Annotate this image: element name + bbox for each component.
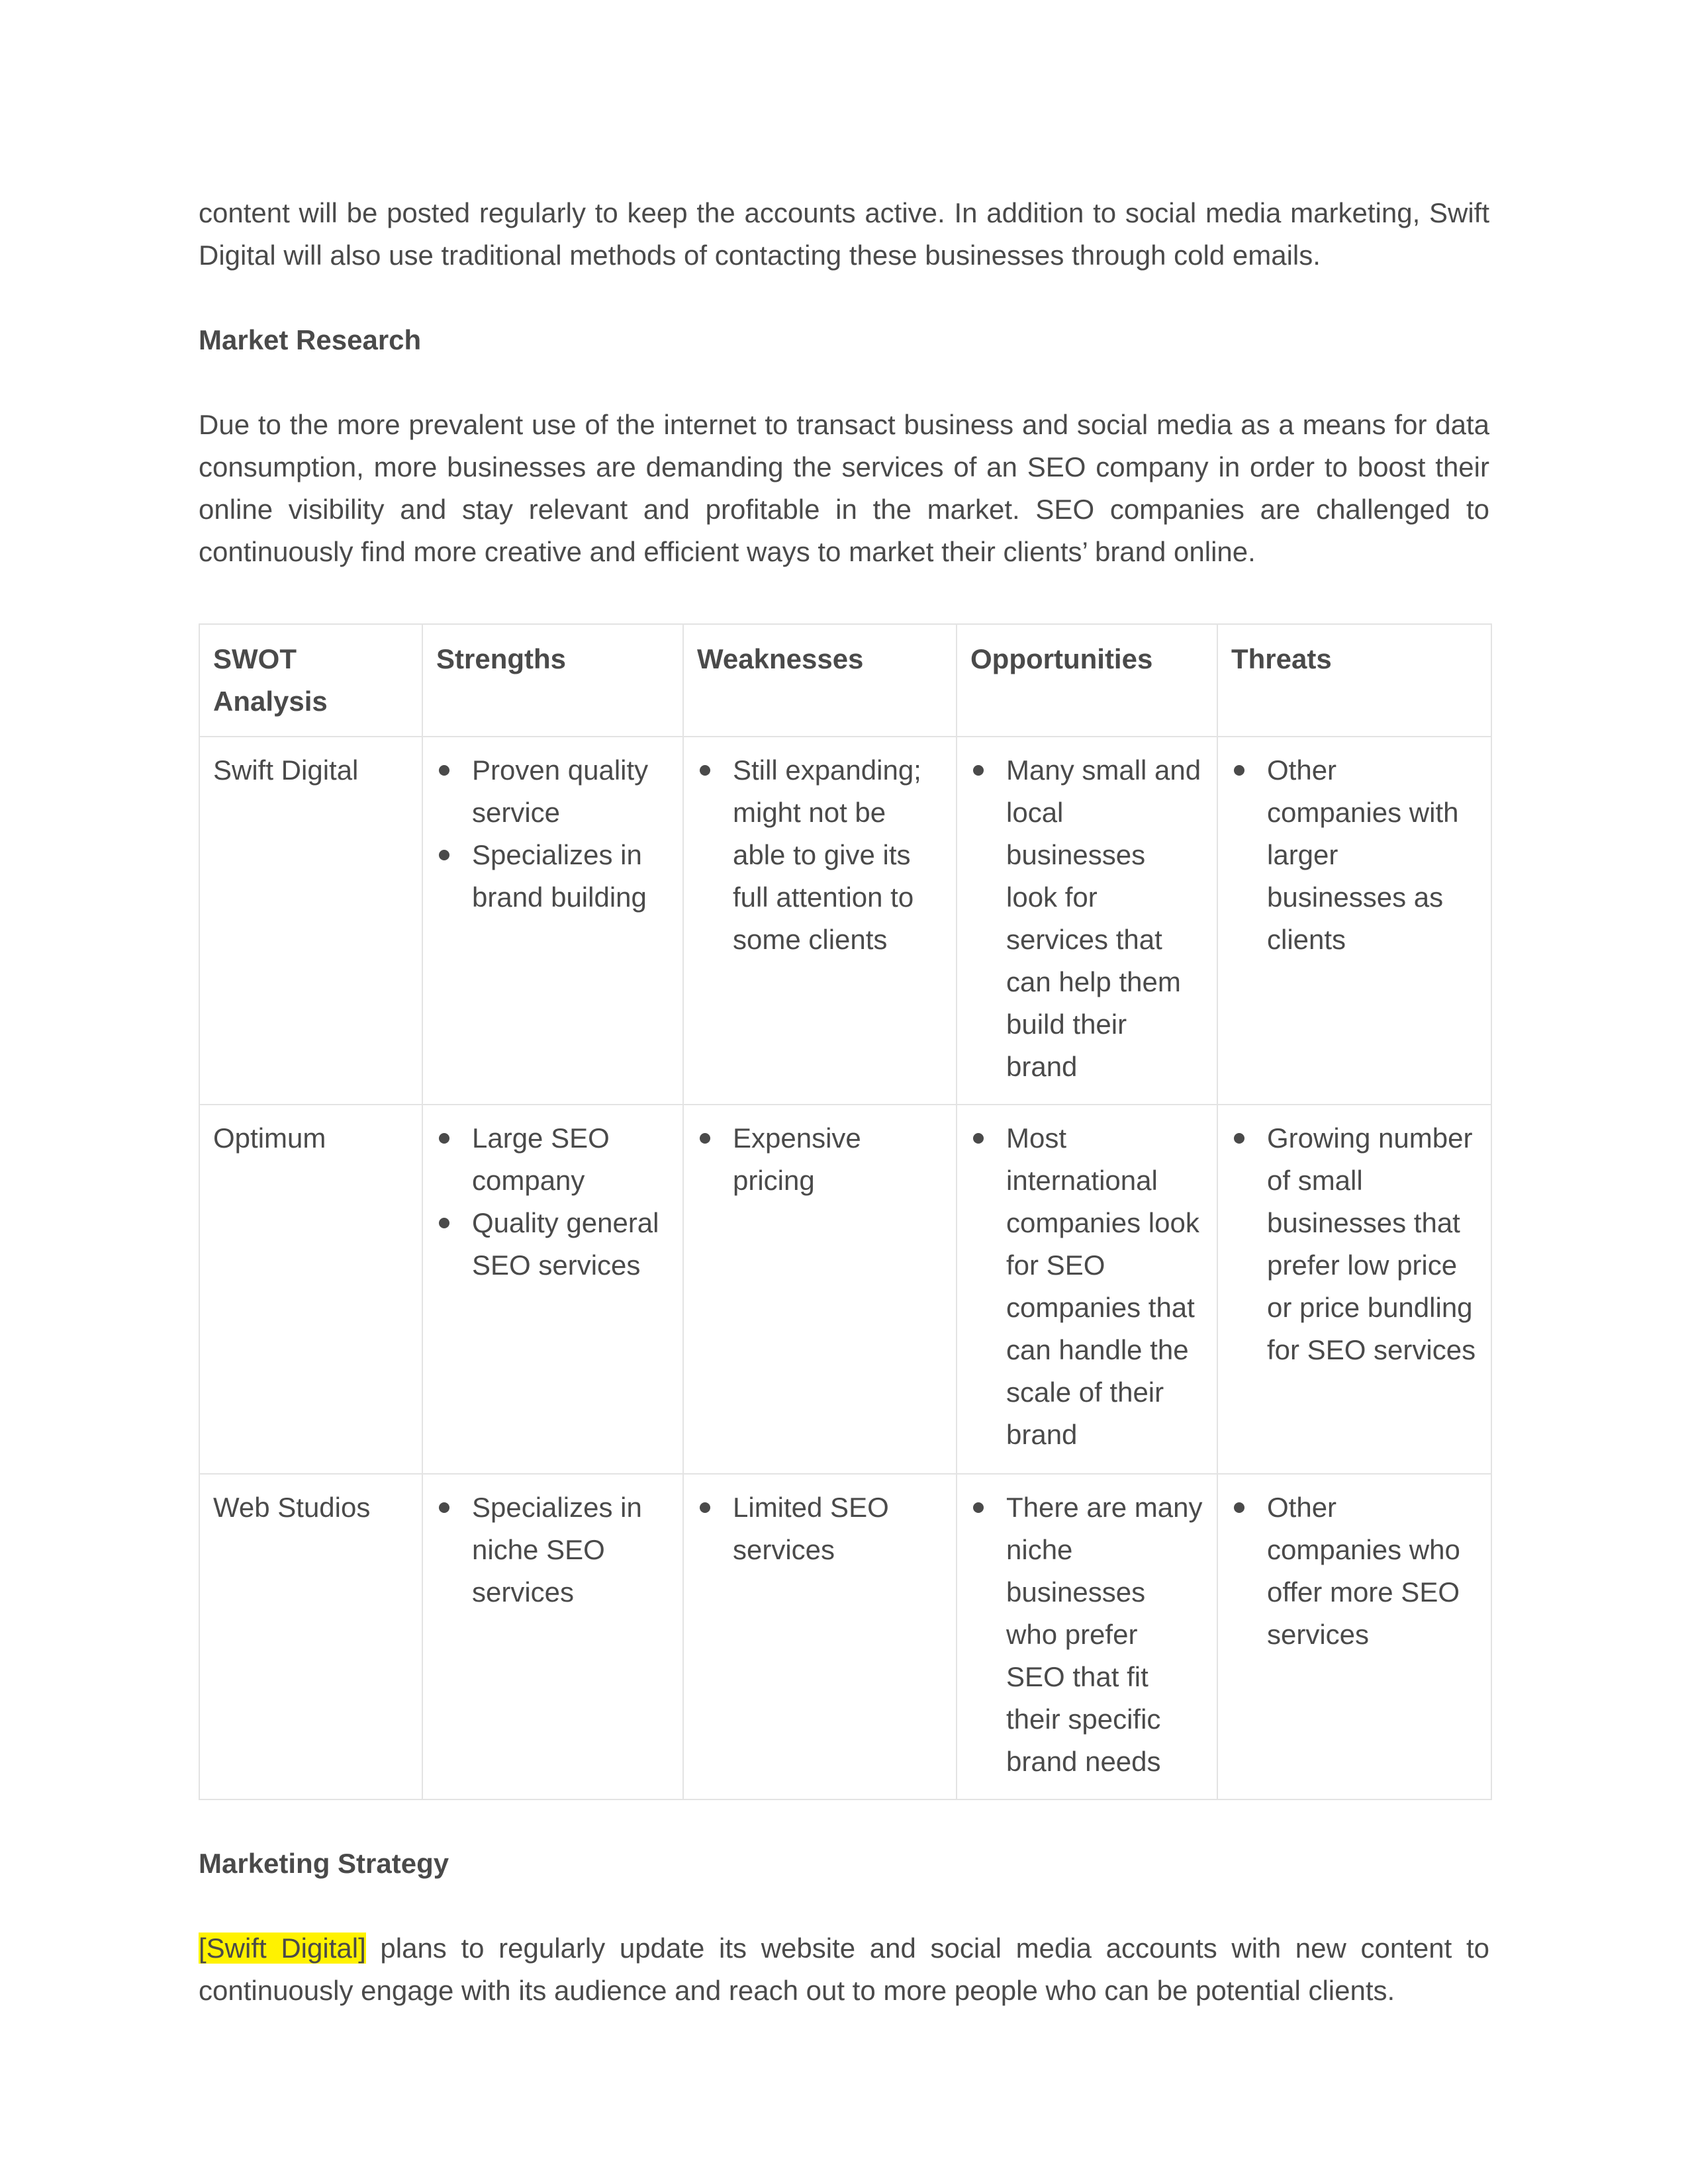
list-item: Growing number of small businesses that prefer low price or price bundling for SEO services	[1231, 1117, 1477, 1371]
bullet-list	[697, 1486, 943, 1571]
company-name: Web Studios	[199, 1474, 422, 1799]
list-item: Many small and local businesses look for services that can help them build their brand	[970, 749, 1203, 1088]
market-research-heading: Market Research	[199, 324, 422, 355]
list-item: Specializes in niche SEO services	[436, 1486, 669, 1614]
threats-cell	[1217, 1105, 1491, 1474]
swot-table	[199, 623, 1492, 1800]
bullet-list	[1231, 749, 1477, 961]
list-item: Proven quality service	[436, 749, 669, 834]
bullet-list	[436, 1486, 669, 1614]
bullet-list	[970, 1486, 1203, 1783]
list-item: Quality general SEO services	[436, 1202, 669, 1287]
list-item: Most international companies look for SEO companies that can handle the scale of their brand	[970, 1117, 1203, 1456]
bullet-list	[970, 749, 1203, 1088]
list-item: There are many niche businesses who prefer SEO that fit their specific brand needs	[970, 1486, 1203, 1783]
header-opportunities: Opportunities	[957, 624, 1217, 737]
table-row	[199, 737, 1491, 1105]
weaknesses-cell	[683, 1105, 957, 1474]
bullet-list	[1231, 1486, 1477, 1656]
list-item: Specializes in brand building	[436, 834, 669, 919]
bullet-list	[436, 749, 669, 919]
bullet-list	[970, 1117, 1203, 1456]
opportunities-cell	[957, 737, 1217, 1105]
opportunities-cell	[957, 1105, 1217, 1474]
list-item: Expensive pricing	[697, 1117, 943, 1202]
marketing-strategy-heading: Marketing Strategy	[199, 1848, 449, 1879]
market-research-paragraph: Due to the more prevalent use of the internet to transact business and social media as a means for data consumption, more businesses are demanding the services of an SEO company in order to boost their online visibility and stay relevant and profitable in the market. SEO companies are challenged to continuously find more creative and efficient ways to market their clients’ brand online.	[199, 409, 1489, 567]
company-name: Swift Digital	[199, 737, 422, 1105]
header-strengths: Strengths	[422, 624, 683, 737]
company-name: Optimum	[199, 1105, 422, 1474]
list-item: Other companies who offer more SEO services	[1231, 1486, 1477, 1656]
strengths-cell	[422, 1105, 683, 1474]
bullet-list	[697, 1117, 943, 1202]
bullet-list	[697, 749, 943, 961]
document-page	[199, 192, 1489, 2012]
header-swot-analysis: SWOT Analysis	[199, 624, 422, 737]
header-threats: Threats	[1217, 624, 1491, 737]
list-item: Other companies with larger businesses as clients	[1231, 749, 1477, 961]
marketing-strategy-text: plans to regularly update its website and social media accounts with new content to continuously engage with its audience and reach out to more people who can be potential clients.	[199, 1933, 1489, 2006]
threats-cell	[1217, 737, 1491, 1105]
list-item: Large SEO company	[436, 1117, 669, 1202]
threats-cell	[1217, 1474, 1491, 1799]
marketing-strategy-paragraph	[199, 1927, 1489, 2012]
opportunities-cell	[957, 1474, 1217, 1799]
list-item: Still expanding; might not be able to give its full attention to some clients	[697, 749, 943, 961]
weaknesses-cell	[683, 737, 957, 1105]
header-weaknesses: Weaknesses	[683, 624, 957, 737]
bullet-list	[436, 1117, 669, 1287]
swot-header-row	[199, 624, 1491, 737]
strengths-cell	[422, 737, 683, 1105]
bullet-list	[1231, 1117, 1477, 1371]
table-row	[199, 1474, 1491, 1799]
list-item: Limited SEO services	[697, 1486, 943, 1571]
highlighted-company-name: [Swift Digital]	[199, 1933, 366, 1964]
table-row	[199, 1105, 1491, 1474]
weaknesses-cell	[683, 1474, 957, 1799]
strengths-cell	[422, 1474, 683, 1799]
intro-paragraph: content will be posted regularly to keep the accounts active. In addition to social media marketing, Swift Digital will also use traditional methods of contacting these businesses through cold emails.	[199, 197, 1489, 271]
